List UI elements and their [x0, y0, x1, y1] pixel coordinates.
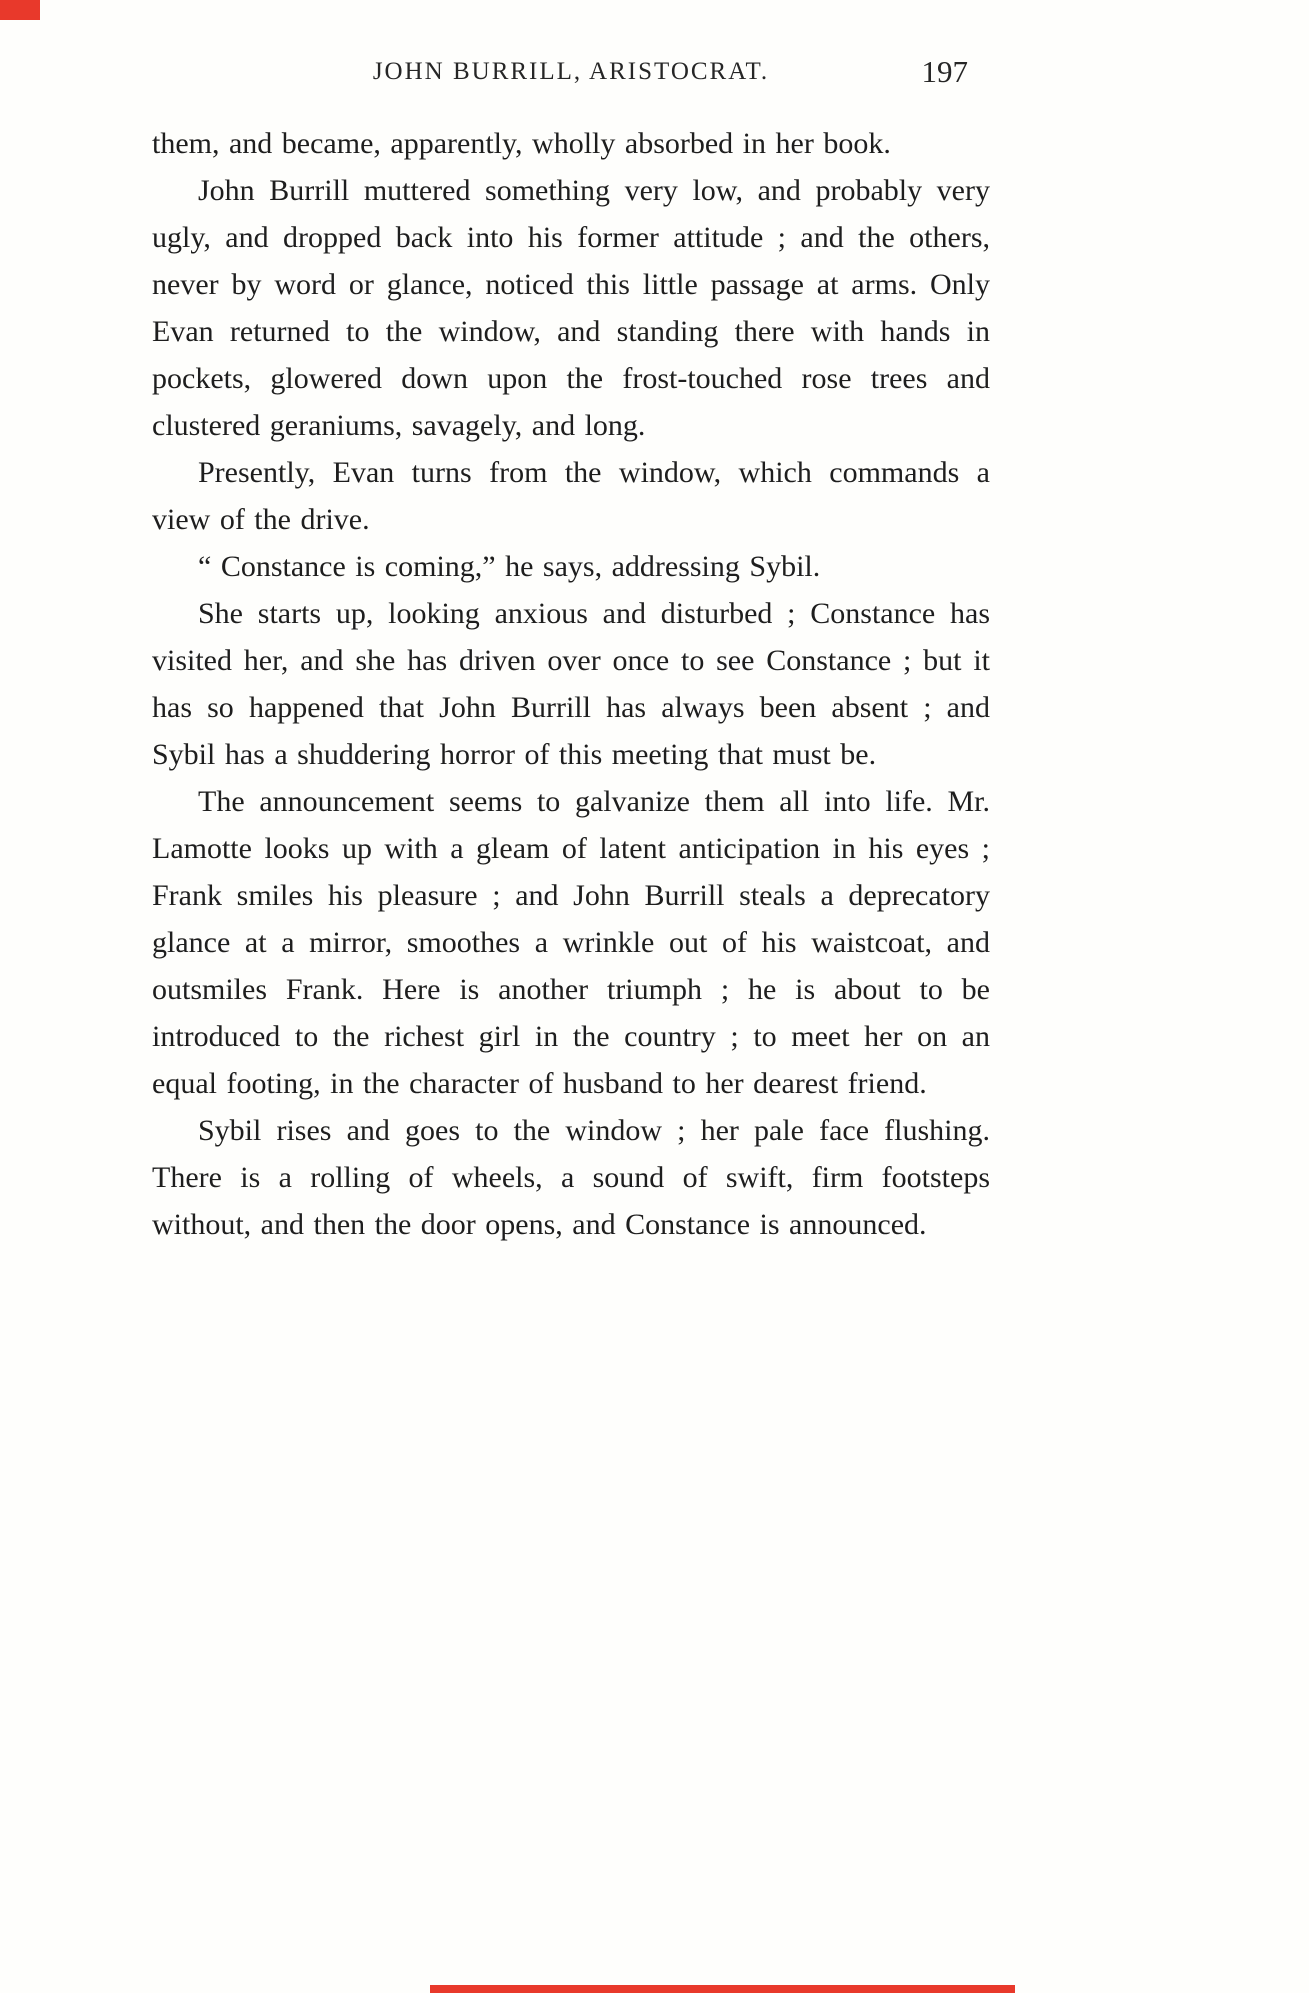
paragraph: Sybil rises and goes to the window ; her pale face flushing. There is a rolling of wheels, a sound of swift, firm footsteps without, and then the door opens, and Constance is announced.	[152, 1114, 990, 1241]
scan-artifact-red-bottom	[430, 1985, 1015, 1993]
running-title: JOHN BURRILL, ARISTOCRAT.	[372, 58, 770, 85]
scan-artifact-red-top	[0, 0, 40, 20]
paragraph: She starts up, looking anxious and disturbed ; Constance has visited her, and she has driven over once to see Constance ; but it has so happened that John Burrill has always been absent ; and Sybil has a shuddering horror of this meeting that must be.	[152, 597, 990, 771]
page-number: 197	[921, 54, 968, 89]
paragraph: “ Constance is coming,” he says, addressing Sybil.	[198, 550, 821, 583]
paragraph: Presently, Evan turns from the window, which commands a view of the drive.	[152, 456, 990, 536]
page-header	[152, 54, 990, 98]
paragraph: The announcement seems to galvanize them all into life. Mr. Lamotte looks up with a gleam of latent anticipation in his eyes ; Frank smiles his pleasure ; and John Burrill steals a deprecatory glance at a mirror, smoothes a wrinkle out of his waistcoat, and outsmiles Frank. Here is another triumph ; he is about to be introduced to the richest girl in the country ; to meet her on an equal footing, in the character of husband to her dearest friend.	[152, 785, 990, 1100]
page-body	[152, 120, 990, 1248]
paragraph: John Burrill muttered something very low, and probably very ugly, and dropped back into his former attitude ; and the others, never by word or glance, noticed this little passage at arms. Only Evan returned to the window, and standing there with hands in pockets, glowered down upon the frost-touched rose trees and clustered geraniums, savagely, and long.	[152, 174, 990, 442]
paragraph: them, and became, apparently, wholly absorbed in her book.	[152, 127, 891, 160]
